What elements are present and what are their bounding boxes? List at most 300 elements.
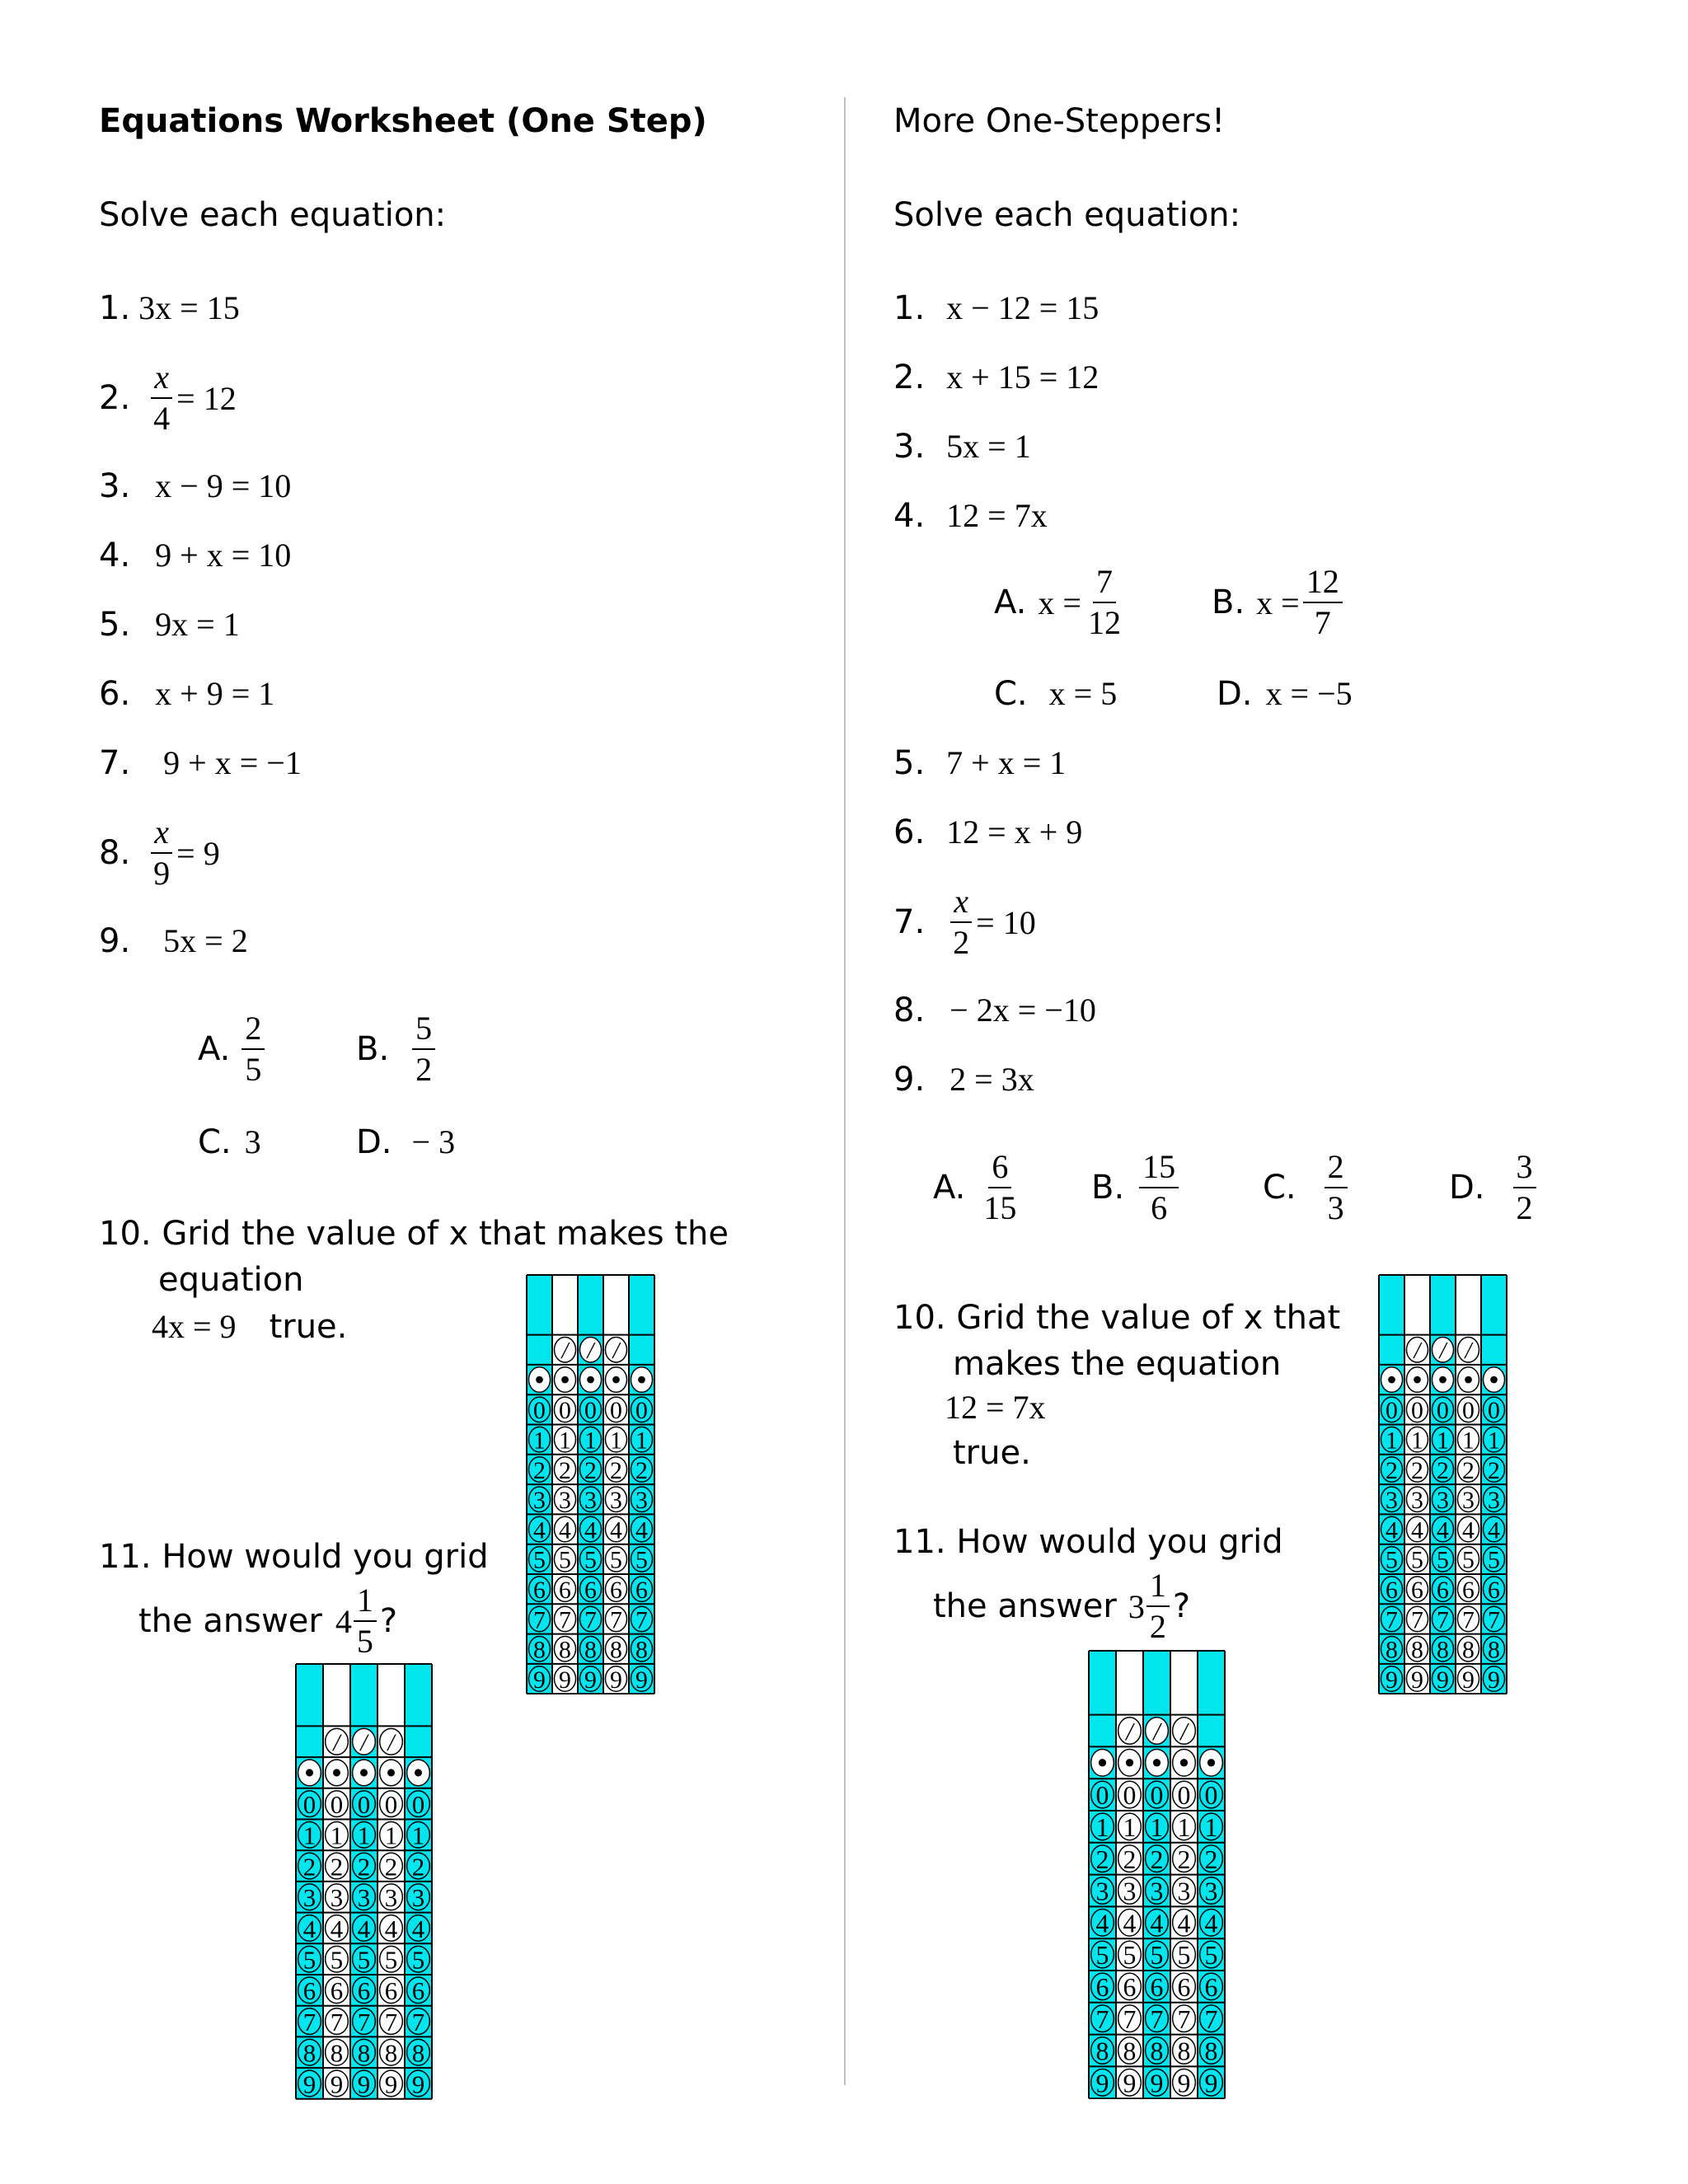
choice-a-fraction <box>1085 565 1124 640</box>
digit-bubble-label: 4 <box>1411 1516 1423 1544</box>
right-q5-equation: 7 + x = 1 <box>946 744 1067 781</box>
right-q2-equation: x + 15 = 12 <box>946 359 1100 396</box>
digit-bubble-label: 4 <box>1095 1909 1109 1938</box>
digit-bubble-label: 1 <box>533 1427 546 1455</box>
digit-bubble-label: 9 <box>1095 2069 1109 2098</box>
choice-a-fraction <box>241 1012 265 1086</box>
digit-bubble-label: 4 <box>302 1914 316 1943</box>
decimal-dot <box>333 1769 340 1776</box>
digit-bubble-label: 1 <box>1150 1813 1164 1843</box>
slash-bubble-label: / <box>1126 1717 1133 1746</box>
digit-bubble-label: 0 <box>559 1397 571 1425</box>
choice-a-denominator: 5 <box>245 1051 262 1088</box>
digit-bubble-label: 1 <box>411 1821 425 1850</box>
digit-bubble-label: 1 <box>1411 1427 1423 1455</box>
digit-bubble-label: 7 <box>610 1606 622 1634</box>
left-q9-choice-d <box>356 1122 455 1161</box>
choice-c-label: C. <box>1263 1169 1296 1207</box>
choice-c-equation: x = 5 <box>1048 675 1118 712</box>
digit-bubble-label: 6 <box>1150 1973 1164 2003</box>
right-q10-line2: makes the equation <box>953 1345 1282 1383</box>
digit-bubble-label: 4 <box>357 1914 371 1943</box>
slash-bubble-label: / <box>1465 1338 1472 1364</box>
digit-bubble-label: 4 <box>635 1516 648 1544</box>
digit-bubble-label: 5 <box>1411 1546 1423 1574</box>
right-q8 <box>893 991 1096 1029</box>
choice-b-label: B. <box>1212 583 1245 621</box>
digit-bubble-label: 1 <box>584 1427 597 1455</box>
choice-c-value: 3 <box>244 1123 261 1160</box>
left-q8 <box>99 813 220 892</box>
left-q8-denominator: 9 <box>153 855 171 892</box>
left-q11-denominator: 5 <box>356 1623 373 1660</box>
digit-bubble-label: 9 <box>1177 2069 1191 2098</box>
digit-bubble-label: 0 <box>1488 1397 1500 1425</box>
right-q6-equation: 12 = x + 9 <box>946 813 1083 851</box>
digit-bubble-label: 4 <box>1123 1909 1137 1938</box>
choice-b-denominator: 7 <box>1314 604 1331 641</box>
left-q10-equation: 4x = 9 <box>152 1308 237 1345</box>
digit-bubble-label: 9 <box>330 2069 344 2099</box>
digit-bubble-label: 3 <box>533 1487 546 1515</box>
left-q10-tail: true. <box>269 1307 348 1346</box>
digit-bubble-label: 1 <box>1437 1427 1449 1455</box>
right-q9-equation: 2 = 3x <box>950 1061 1034 1098</box>
right-q11-lead: the answer <box>933 1587 1117 1625</box>
choice-b-label: B. <box>1091 1169 1125 1207</box>
digit-bubble-label: 4 <box>384 1914 398 1943</box>
left-q11-line2 <box>138 1584 397 1658</box>
choice-d-denominator: 2 <box>1516 1189 1533 1226</box>
right-q7-numerator: x <box>950 885 972 923</box>
decimal-dot <box>360 1769 368 1776</box>
left-q11-line1: 11. How would you grid <box>99 1538 489 1576</box>
digit-bubble-label: 6 <box>1411 1577 1423 1605</box>
digit-bubble-label: 6 <box>635 1577 648 1605</box>
right-q4-equation: 12 = 7x <box>946 497 1048 534</box>
decimal-dot <box>1490 1376 1498 1384</box>
choice-a-lhs: x = <box>1038 583 1081 621</box>
right-q1 <box>893 288 1099 327</box>
right-q5 <box>893 743 1066 782</box>
right-q3 <box>893 427 1031 466</box>
right-q3-number: 3. <box>893 427 926 466</box>
digit-bubble-label: 6 <box>411 1976 425 2006</box>
digit-bubble-label: 8 <box>635 1636 648 1664</box>
left-q4 <box>99 536 291 574</box>
digit-bubble-label: 4 <box>1488 1516 1500 1544</box>
digit-bubble-label: 2 <box>1386 1456 1398 1484</box>
left-q10-equation-line <box>152 1307 347 1346</box>
digit-bubble-label: 9 <box>357 2069 371 2099</box>
digit-bubble-label: 3 <box>384 1883 398 1913</box>
digit-bubble-label: 0 <box>330 1789 344 1819</box>
digit-bubble-label: 6 <box>357 1976 371 2006</box>
digit-bubble-label: 7 <box>584 1606 597 1634</box>
left-q4-equation: 9 + x = 10 <box>155 537 292 574</box>
left-q1-equation: 3x = 15 <box>138 289 240 326</box>
digit-bubble-label: 1 <box>1386 1427 1398 1455</box>
right-q3-equation: 5x = 1 <box>946 428 1031 465</box>
digit-bubble-label: 9 <box>384 2069 398 2099</box>
decimal-dot <box>1414 1376 1421 1384</box>
answer-grid-left-q11[interactable] <box>295 1663 433 2100</box>
digit-bubble-label: 8 <box>1177 2036 1191 2066</box>
digit-bubble-label: 5 <box>384 1945 398 1975</box>
digit-bubble-label: 3 <box>1204 1877 1218 1906</box>
slash-bubble-label: / <box>1414 1338 1421 1364</box>
decimal-dot <box>415 1769 422 1776</box>
digit-bubble-label: 7 <box>533 1606 546 1634</box>
digit-bubble-label: 0 <box>584 1397 597 1425</box>
digit-bubble-label: 1 <box>302 1821 316 1850</box>
digit-bubble-label: 3 <box>330 1883 344 1913</box>
digit-bubble-label: 0 <box>357 1789 371 1819</box>
digit-bubble-label: 0 <box>1123 1781 1137 1811</box>
digit-bubble-label: 8 <box>1411 1636 1423 1664</box>
digit-bubble-label: 8 <box>384 2038 398 2068</box>
digit-bubble-label: 0 <box>1437 1397 1449 1425</box>
decimal-dot <box>1207 1759 1215 1766</box>
left-instruction: Solve each equation: <box>99 196 447 234</box>
left-q3-equation: x − 9 = 10 <box>155 467 292 504</box>
right-q7-number: 7. <box>893 903 926 941</box>
digit-bubble-label: 2 <box>1462 1456 1475 1484</box>
digit-bubble-label: 2 <box>559 1456 571 1484</box>
digit-bubble-label: 2 <box>1204 1844 1218 1874</box>
digit-bubble-label: 9 <box>1437 1666 1449 1694</box>
digit-bubble-label: 3 <box>1095 1877 1109 1906</box>
digit-bubble-label: 1 <box>1123 1813 1137 1843</box>
right-q9-choice-a <box>933 1148 1023 1226</box>
left-q6 <box>99 674 274 713</box>
digit-bubble-label: 8 <box>1095 2036 1109 2066</box>
left-q8-fraction <box>150 813 173 892</box>
left-q2-denominator: 4 <box>153 400 171 437</box>
decimal-dot <box>1439 1376 1447 1384</box>
left-q9-number: 9. <box>99 921 131 960</box>
left-q2-rhs: = 12 <box>176 379 237 417</box>
right-title: More One-Steppers! <box>893 102 1226 140</box>
decimal-dot <box>1388 1376 1395 1384</box>
digit-bubble-label: 5 <box>357 1945 371 1975</box>
choice-a-numerator: 7 <box>1093 565 1116 603</box>
right-q11-whole: 3 <box>1128 1587 1145 1625</box>
digit-bubble-label: 1 <box>1177 1813 1191 1843</box>
digit-bubble-label: 3 <box>635 1487 648 1515</box>
digit-bubble-label: 2 <box>1123 1844 1137 1874</box>
digit-bubble-label: 7 <box>1488 1606 1500 1634</box>
digit-bubble-label: 9 <box>1204 2069 1218 2098</box>
digit-bubble-label: 3 <box>1177 1877 1191 1906</box>
digit-bubble-label: 8 <box>610 1636 622 1664</box>
left-q5-equation: 9x = 1 <box>155 606 240 643</box>
digit-bubble-label: 3 <box>1123 1877 1137 1906</box>
digit-bubble-label: 5 <box>1462 1546 1475 1574</box>
right-q10-tail: true. <box>953 1434 1031 1472</box>
choice-d-numerator: 3 <box>1513 1151 1536 1188</box>
choice-c-label: C. <box>994 674 1028 713</box>
right-q4-choice-a <box>994 565 1128 640</box>
digit-bubble-label: 3 <box>1150 1877 1164 1906</box>
digit-bubble-label: 6 <box>1095 1973 1109 2003</box>
digit-bubble-label: 8 <box>411 2038 425 2068</box>
right-q11-fraction <box>1146 1569 1170 1643</box>
left-q8-numerator: x <box>151 816 172 854</box>
choice-c-numerator: 2 <box>1325 1151 1348 1188</box>
digit-bubble-label: 2 <box>584 1456 597 1484</box>
digit-bubble-label: 4 <box>411 1914 425 1943</box>
decimal-dot <box>587 1376 594 1384</box>
right-q11-line2 <box>933 1569 1190 1643</box>
choice-d-equation: x = −5 <box>1265 675 1353 712</box>
digit-bubble-label: 4 <box>1437 1516 1449 1544</box>
right-q6-number: 6. <box>893 813 926 851</box>
choice-d-label: D. <box>1449 1169 1485 1207</box>
digit-bubble-label: 0 <box>1204 1781 1218 1811</box>
left-q7-equation: 9 + x = −1 <box>163 744 302 781</box>
choice-b-lhs: x = <box>1256 583 1300 621</box>
digit-bubble-label: 6 <box>302 1976 316 2006</box>
left-q10-line2: equation <box>158 1261 304 1299</box>
digit-bubble-label: 6 <box>559 1577 571 1605</box>
slash-bubble-label: / <box>333 1729 340 1756</box>
choice-c-fraction <box>1325 1148 1348 1226</box>
digit-bubble-label: 8 <box>1462 1636 1475 1664</box>
digit-bubble-label: 4 <box>1204 1909 1218 1938</box>
digit-bubble-label: 1 <box>1095 1813 1109 1843</box>
digit-bubble-label: 0 <box>1462 1397 1475 1425</box>
choice-d-value: − 3 <box>411 1123 456 1160</box>
right-q6 <box>893 813 1082 851</box>
choice-d-fraction <box>1513 1148 1536 1226</box>
digit-bubble-label: 5 <box>1437 1546 1449 1574</box>
decimal-dot <box>1465 1376 1472 1384</box>
digit-bubble-label: 0 <box>384 1789 398 1819</box>
digit-bubble-label: 9 <box>1123 2069 1137 2098</box>
choice-a-label: A. <box>933 1169 966 1207</box>
digit-bubble-label: 5 <box>610 1546 622 1574</box>
digit-bubble-label: 9 <box>559 1666 571 1694</box>
slash-bubble-label: / <box>360 1729 368 1756</box>
left-q7-number: 7. <box>99 743 131 782</box>
digit-bubble-label: 8 <box>302 2038 316 2068</box>
digit-bubble-label: 3 <box>411 1883 425 1913</box>
right-q5-number: 5. <box>893 743 926 782</box>
digit-bubble-label: 4 <box>1177 1909 1191 1938</box>
decimal-dot <box>536 1376 543 1384</box>
digit-bubble-label: 8 <box>1488 1636 1500 1664</box>
left-q3-number: 3. <box>99 466 131 505</box>
digit-bubble-label: 3 <box>559 1487 571 1515</box>
right-q1-equation: x − 12 = 15 <box>946 289 1100 326</box>
digit-bubble-label: 0 <box>302 1789 316 1819</box>
digit-bubble-label: 2 <box>1150 1844 1164 1874</box>
digit-bubble-label: 9 <box>1411 1666 1423 1694</box>
digit-bubble-label: 2 <box>1095 1844 1109 1874</box>
digit-bubble-label: 8 <box>1204 2036 1218 2066</box>
digit-bubble-label: 7 <box>559 1606 571 1634</box>
digit-bubble-label: 2 <box>635 1456 648 1484</box>
digit-bubble-label: 3 <box>1411 1487 1423 1515</box>
digit-bubble-label: 9 <box>1462 1666 1475 1694</box>
choice-b-denominator: 6 <box>1151 1189 1168 1226</box>
digit-bubble-label: 7 <box>330 2007 344 2036</box>
digit-bubble-label: 1 <box>1204 1813 1218 1843</box>
choice-b-fraction <box>1303 565 1343 640</box>
digit-bubble-label: 5 <box>302 1945 316 1975</box>
digit-bubble-label: 5 <box>411 1945 425 1975</box>
digit-bubble-label: 3 <box>1437 1487 1449 1515</box>
digit-bubble-label: 4 <box>1462 1516 1475 1544</box>
digit-bubble-label: 8 <box>357 2038 371 2068</box>
digit-bubble-label: 2 <box>610 1456 622 1484</box>
right-q9-number: 9. <box>893 1060 926 1099</box>
digit-bubble-label: 1 <box>384 1821 398 1850</box>
digit-bubble-label: 7 <box>384 2007 398 2036</box>
choice-b-numerator: 12 <box>1303 565 1343 603</box>
slash-bubble-label: / <box>1153 1717 1160 1746</box>
digit-bubble-label: 8 <box>1150 2036 1164 2066</box>
digit-bubble-label: 7 <box>1095 2004 1109 2034</box>
slash-bubble-label: / <box>587 1338 594 1364</box>
right-q10-line1: 10. Grid the value of x that <box>893 1299 1341 1337</box>
right-q8-equation: − 2x = −10 <box>950 991 1096 1029</box>
digit-bubble-label: 2 <box>1411 1456 1423 1484</box>
digit-bubble-label: 1 <box>635 1427 648 1455</box>
right-instruction: Solve each equation: <box>893 196 1241 234</box>
decimal-dot <box>612 1376 620 1384</box>
choice-d-label: D. <box>1217 674 1253 713</box>
choice-a-denominator: 15 <box>983 1189 1017 1226</box>
left-q4-number: 4. <box>99 536 131 574</box>
digit-bubble-label: 0 <box>1150 1781 1164 1811</box>
digit-bubble-label: 2 <box>330 1852 344 1882</box>
left-q1-number: 1. <box>99 288 131 327</box>
answer-grid-left-q10[interactable] <box>526 1274 655 1694</box>
left-q1 <box>99 288 240 327</box>
digit-bubble-label: 0 <box>610 1397 622 1425</box>
decimal-dot <box>1099 1759 1106 1766</box>
digit-bubble-label: 9 <box>1488 1666 1500 1694</box>
digit-bubble-label: 8 <box>1437 1636 1449 1664</box>
left-q3 <box>99 466 291 505</box>
digit-bubble-label: 9 <box>411 2069 425 2099</box>
digit-bubble-label: 0 <box>411 1789 425 1819</box>
right-q4-number: 4. <box>893 496 926 535</box>
answer-grid-right-q10[interactable] <box>1378 1274 1507 1694</box>
digit-bubble-label: 9 <box>302 2069 316 2099</box>
digit-bubble-label: 2 <box>384 1852 398 1882</box>
left-q9-equation: 5x = 2 <box>163 922 248 959</box>
digit-bubble-label: 7 <box>1437 1606 1449 1634</box>
column-divider <box>844 97 846 2085</box>
left-q11-numerator: 1 <box>354 1584 377 1622</box>
digit-bubble-label: 3 <box>357 1883 371 1913</box>
digit-bubble-label: 2 <box>357 1852 371 1882</box>
left-q10-line1: 10. Grid the value of x that makes the <box>99 1215 729 1253</box>
right-q2 <box>893 358 1099 396</box>
right-q9-choice-b <box>1091 1148 1182 1226</box>
choice-c-denominator: 3 <box>1327 1189 1344 1226</box>
digit-bubble-label: 5 <box>559 1546 571 1574</box>
right-q1-number: 1. <box>893 288 926 327</box>
slash-bubble-label: / <box>612 1338 620 1364</box>
digit-bubble-label: 2 <box>1437 1456 1449 1484</box>
choice-b-denominator: 2 <box>415 1051 433 1088</box>
digit-bubble-label: 2 <box>1177 1844 1191 1874</box>
digit-bubble-label: 5 <box>533 1546 546 1574</box>
digit-bubble-label: 6 <box>1123 1973 1137 2003</box>
left-q8-number: 8. <box>99 834 131 872</box>
decimal-dot <box>1153 1759 1160 1766</box>
digit-bubble-label: 0 <box>533 1397 546 1425</box>
right-q4 <box>893 496 1048 535</box>
digit-bubble-label: 6 <box>330 1976 344 2006</box>
digit-bubble-label: 5 <box>1095 1941 1109 1971</box>
digit-bubble-label: 6 <box>1462 1577 1475 1605</box>
right-q8-number: 8. <box>893 991 926 1029</box>
choice-a-numerator: 6 <box>988 1151 1011 1188</box>
digit-bubble-label: 2 <box>411 1852 425 1882</box>
choice-a-fraction <box>980 1148 1020 1226</box>
digit-bubble-label: 6 <box>1386 1577 1398 1605</box>
digit-bubble-label: 1 <box>357 1821 371 1850</box>
digit-bubble-label: 4 <box>559 1516 571 1544</box>
right-q11-numerator: 1 <box>1146 1569 1170 1607</box>
digit-bubble-label: 5 <box>635 1546 648 1574</box>
left-q8-rhs: = 9 <box>176 834 220 872</box>
right-q7-fraction <box>950 885 973 959</box>
left-q5 <box>99 605 240 644</box>
choice-b-label: B. <box>356 1030 390 1068</box>
slash-bubble-label: / <box>387 1729 395 1756</box>
digit-bubble-label: 5 <box>330 1945 344 1975</box>
right-q11-tail: ? <box>1172 1587 1191 1625</box>
digit-bubble-label: 7 <box>1123 2004 1137 2034</box>
digit-bubble-label: 5 <box>1177 1941 1191 1971</box>
decimal-dot <box>638 1376 645 1384</box>
left-q9-choice-b <box>356 1012 438 1086</box>
slash-bubble-label: / <box>1180 1717 1188 1746</box>
digit-bubble-label: 2 <box>302 1852 316 1882</box>
digit-bubble-label: 0 <box>1411 1397 1423 1425</box>
right-q11-line1: 11. How would you grid <box>893 1523 1283 1561</box>
left-q6-equation: x + 9 = 1 <box>155 675 275 712</box>
right-q9-choice-d <box>1449 1148 1540 1226</box>
digit-bubble-label: 6 <box>1488 1577 1500 1605</box>
right-q4-choice-c <box>994 674 1117 713</box>
digit-bubble-label: 5 <box>1488 1546 1500 1574</box>
answer-grid-right-q11[interactable] <box>1088 1650 1226 2099</box>
decimal-dot <box>1126 1759 1133 1766</box>
choice-c-label: C. <box>198 1122 232 1161</box>
digit-bubble-label: 7 <box>1462 1606 1475 1634</box>
digit-bubble-label: 0 <box>1177 1781 1191 1811</box>
digit-bubble-label: 9 <box>584 1666 597 1694</box>
right-q7 <box>893 885 1036 959</box>
digit-bubble-label: 7 <box>302 2007 316 2036</box>
digit-bubble-label: 7 <box>1386 1606 1398 1634</box>
choice-b-fraction <box>412 1012 435 1086</box>
digit-bubble-label: 0 <box>635 1397 648 1425</box>
left-q9 <box>99 921 248 960</box>
left-q11-lead: the answer <box>138 1602 322 1640</box>
right-q7-denominator: 2 <box>953 924 970 961</box>
digit-bubble-label: 5 <box>1150 1941 1164 1971</box>
digit-bubble-label: 5 <box>1386 1546 1398 1574</box>
digit-bubble-label: 5 <box>1204 1941 1218 1971</box>
